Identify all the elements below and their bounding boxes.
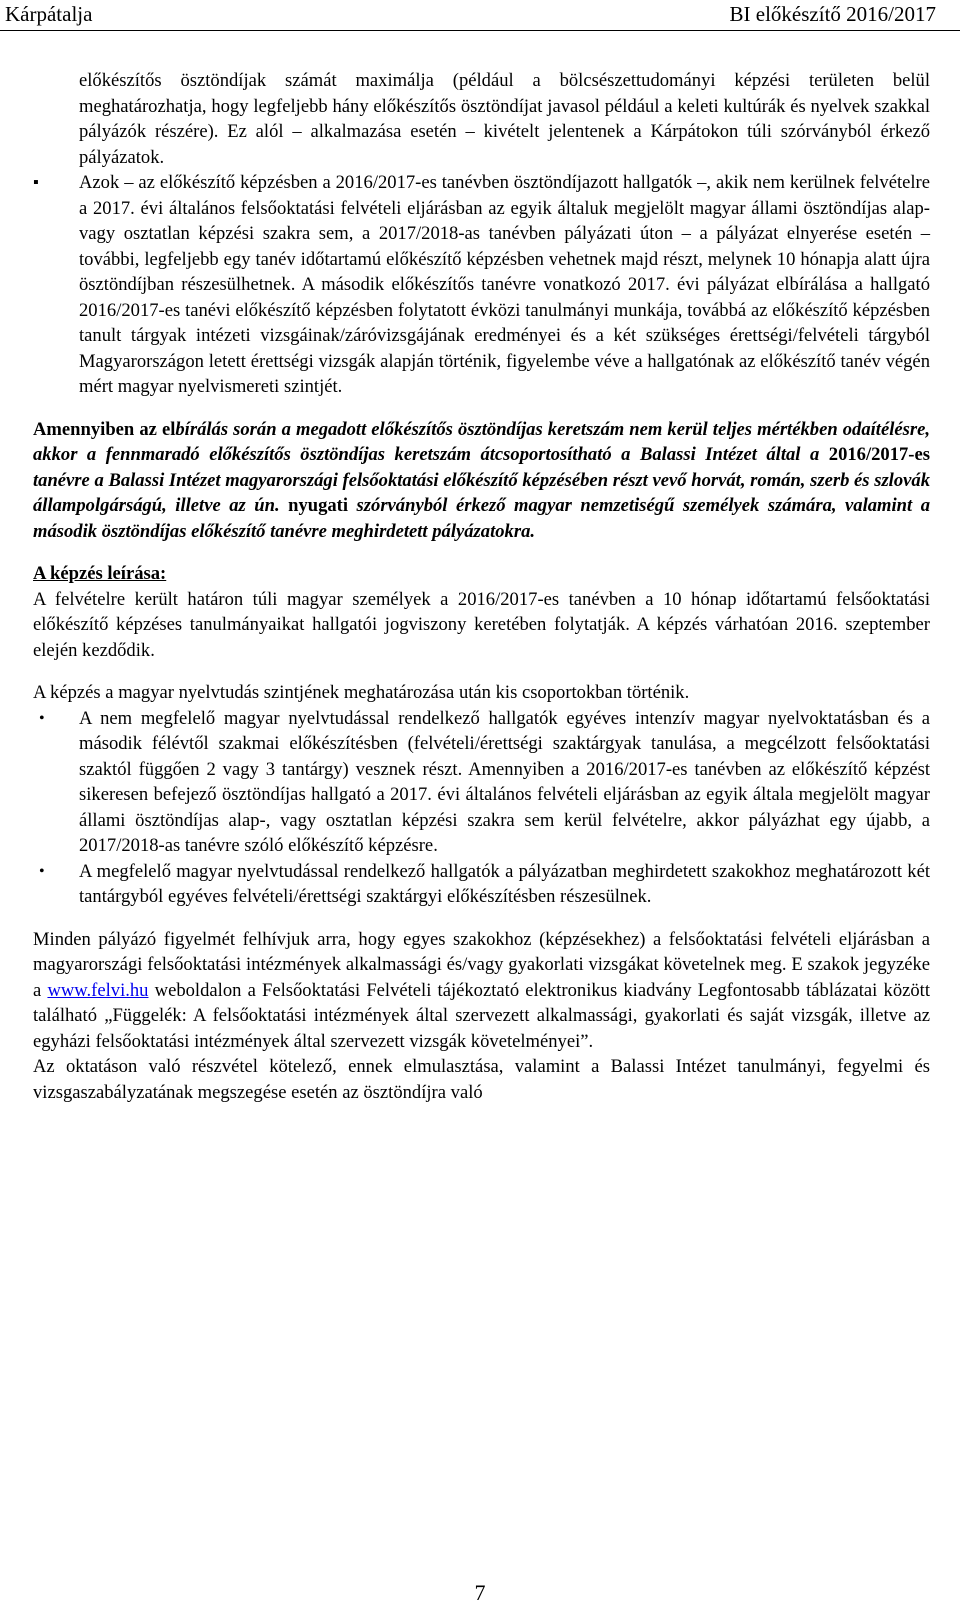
felvi-link[interactable]: www.felvi.hu xyxy=(47,979,149,1001)
paragraph-minden-after: weboldalon a Felsőoktatási Felvételi tájékoztató elektronikus kiadvány Legfontosabb táblázatai között található „Függelék: A felsőoktatási intézmények által szervezett alkalmassági, gyakorlati és saját vizsgák, illetve az egyházi felsőoktatási intézmények által szervezett vizsgák követelményei”. xyxy=(33,979,931,1052)
header-right: BI előkészítő 2016/2017 xyxy=(729,2,936,26)
bold-italic-1: bírálás során a megadott előkészítős ösztöndíjas keretszám nem kerül teljes mértékben odaítélésre, akkor a fennmaradó előkészítős ösztöndíjas keretszám átcsoportosítható a Balassi Intézet által a xyxy=(33,418,931,465)
list-item xyxy=(33,859,930,910)
list-item-text: A nem megfelelő magyar nyelvtudással rendelkező hallgatók egyéves intenzív magyar nyelvoktatásban és a második félévtől szakmai előkészítésben (felvételi/érettségi szaktárgyak tanulása, a megcélzott felsőoktatási szaktól függően 2 vagy 3 tantárgy) vesznek részt. Amennyiben a 2016/2017-es tanévben az előkészítő képzést sikeresen befejező ösztöndíjas hallgató a 2017. évi általános felvételi eljárásban az egyik általa megjelölt magyar állami ösztöndíjas alap-, vagy osztatlan képzési szakra sem kerül felvételre, akkor pályázhat egy újabb, a 2017/2018-as tanévre szóló előkészítő képzésre. xyxy=(79,707,930,856)
paragraph-csoport: A képzés a magyar nyelvtudás szintjének meghatározása után kis csoportokban történik. xyxy=(33,682,690,703)
list-item-text: A megfelelő magyar nyelvtudással rendelkező hallgatók a pályázatban meghirdetett szakokhoz meghatározott két tantárgyból egyéves felvételi/érettségi szaktárgyi előkészítésben részesülnek. xyxy=(79,860,930,907)
bold-italic-3: szórványból érkező magyar nemzetiségű személyek számára, valamint a második ösztöndíjas előkészítő tanévre meghirdetett pályázatokra. xyxy=(33,495,930,542)
square-bullet-item xyxy=(33,170,930,400)
bold-italic-2: tanévre a Balassi Intézet magyarországi felsőoktatási előkészítő képzésében részt vevő horvát, román, szerb és szlovák állampolgárságú, illetve az ún. xyxy=(33,469,930,516)
list-item xyxy=(33,706,930,859)
paragraph-minden-before: Minden pályázó figyelmét felhívjuk arra, hogy egyes szakokhoz (képzésekhez) a felsőoktatási felvételi eljárásban a magyarországi felsőoktatási intézmények alkalmassági és/vagy gyakorlati vizsgákat követelnek meg. E szakok jegyzéke a xyxy=(33,928,930,1001)
square-bullet-text: Azok – az előkészítő képzésben a 2016/2017-es tanévben ösztöndíjazott hallgatók –, akik nem kerülnek felvételre a 2017. évi általános felsőoktatási felvételi eljárásban az egyik általuk megjelölt magyar állami ösztöndíjas alap- vagy osztatlan képzési szakra sem, a 2017/2018-as tanévben pályázati úton – a pályázat elnyerése esetén – további, legfeljebb egy tanév időtartamú előkészítő képzésben vehetnek majd részt, melynek 10 hónapja alatt újra ösztöndíjban részesülhetnek. A második előkészítős tanévre vonatkozó 2017. évi pályázat elbírálása a hallgató 2016/2017-es tanévi előkészítő képzésben folytatott évközi tanulmányi munkája, továbbá az előkészítő képzésben tanult tárgyak intézeti vizsgáinak/záróvizsgájának eredményei és a két szükséges érettségi/felvételi tárgyból Magyarországon letett érettségi vizsgák alapján történik, figyelembe véve a hallgatónak az előkészítő tanév végén mért magyar nyelvismereti szintjét. xyxy=(79,172,930,397)
document-body xyxy=(33,68,930,1105)
paragraph-kepzes: A felvételre került határon túli magyar személyek a 2016/2017-es tanévben a 10 hónap időtartamú felsőoktatási előkészítő képzéses tanulmányaikat hallgatói jogviszony keretében folytatják. A képzés várhatóan 2016. szeptember elején kezdődik. xyxy=(33,588,930,661)
bullet-dot-icon: • xyxy=(39,709,45,727)
bold-mid: nyugati xyxy=(288,495,349,516)
bold-start: Amennyiben az el xyxy=(33,418,176,440)
paragraph-minden xyxy=(33,927,930,1055)
square-bullet-icon: ▪ xyxy=(33,174,39,191)
paragraph-intro: előkészítős ösztöndíjak számát maximálja (például a bölcsészettudományi képzési területen belül meghatározhatja, hogy legfeljebb hány előkészítős ösztöndíjat javasol például a keleti kultúrák és nyelvek szakkal pályázók részére). Ez alól – alkalmazása esetén – kivételt jelentenek a Kárpátokon túli szórványból érkező pályázatok. xyxy=(79,70,930,168)
paragraph-oktatas: Az oktatáson való részvétel kötelező, ennek elmulasztása, valamint a Balassi Intézet tanulmányi, fegyelmi és vizsgaszabályzatának megszegése esetén az ösztöndíjra való xyxy=(33,1056,930,1103)
bold-year: 2016/2017-es xyxy=(828,444,930,465)
page-number: 7 xyxy=(474,1580,486,1605)
page-header xyxy=(0,0,960,31)
bullet-dot-icon: • xyxy=(39,862,45,880)
header-left: Kárpátalja xyxy=(5,2,93,26)
section-title: A képzés leírása: xyxy=(33,563,167,584)
bold-paragraph xyxy=(33,417,930,545)
